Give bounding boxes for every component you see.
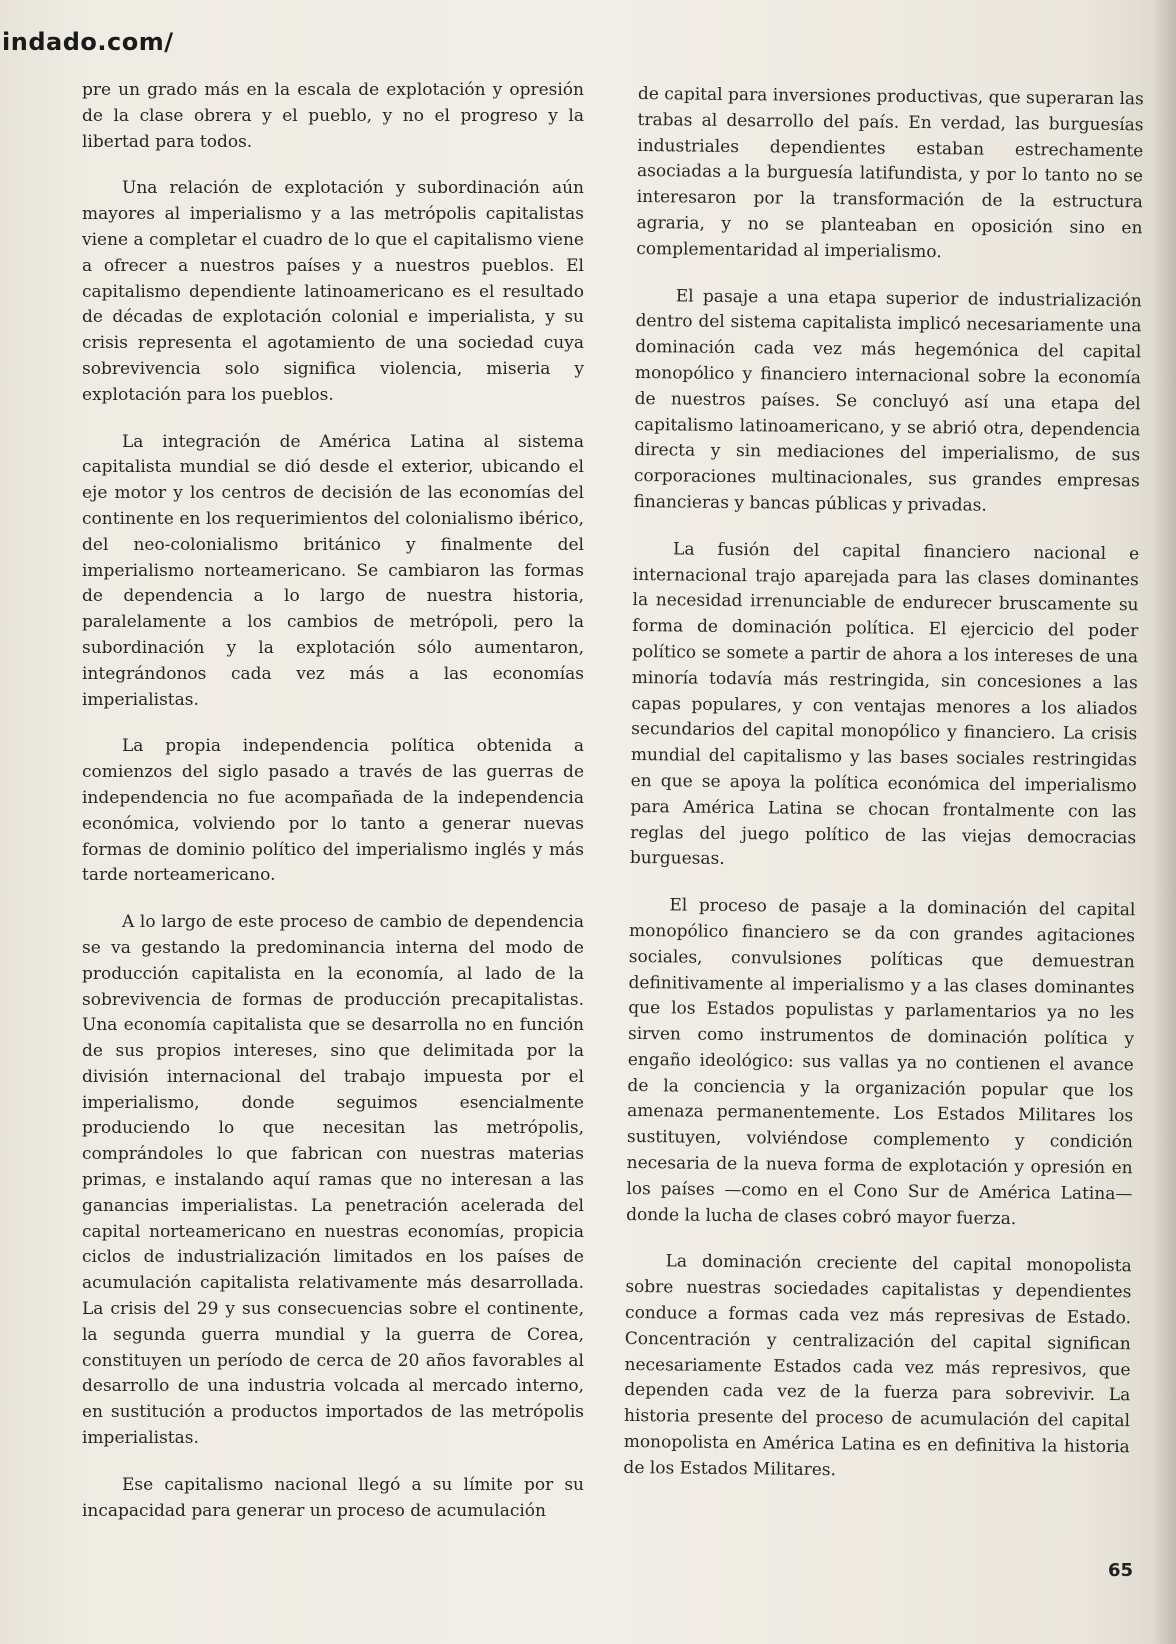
paragraph: de capital para inversiones productivas, que superaran las trabas al desarrollo del país. En verdad, las burguesías industriales dependientes estaban estrechamente asociadas a la burguesía latifundista, y por lo tanto no se interesaron por la transformación de la estructura agraria, y no se planteaban en oposición sino en complementaridad al imperialismo.	[636, 83, 1144, 262]
left-column	[82, 78, 584, 1545]
paragraph: El pasaje a una etapa superior de industrialización dentro del sistema capitalista implicó necesariamente una dominación cada vez más hegemónica del capital monopólico y financiero internacional sobre la economía de nuestros países. Se concluyó así una etapa del capitalismo latinoamericano, y se abrió otra, dependencia directa y sin mediaciones del imperialismo, de sus corporaciones multinacionales, sus grandes empresas financieras y bancas públicas y privadas.	[633, 285, 1142, 516]
paragraph: El proceso de pasaje a la dominación del capital monopólico financiero se da con grandes agitaciones sociales, convulsiones políticas que demuestran definitivamente al imperialismo y a las clases dominantes que los Estados populistas y parlamentarios ya no les sirven como instrumentos de dominación política y engaño ideológico: sus vallas ya no contienen el avance de la conciencia y la organización popular que los amenaza permanentemente. Los Estados Militares los sustituyen, volviéndose complemento y condición necesaria de la nueva forma de explotación y opresión en los países —como en el Cono Sur de América Latina— donde la lucha de clases cobró mayor fuerza.	[626, 895, 1136, 1229]
paragraph: La dominación creciente del capital monopolista sobre nuestras sociedades capitalistas y dependientes conduce a formas cada vez más represivas de Estado. Concentración y centralización del capital significan necesariamente Estados cada vez más represivos, que dependen cada vez de la fuerza para sobrevivir. La historia presente del proceso de acumulación del capital monopolista en América Latina es en definitiva la historia de los Estados Militares.	[623, 1251, 1132, 1480]
page-number: 65	[1108, 1560, 1134, 1581]
paragraph: La propia independencia política obtenida a comienzos del siglo pasado a través de las guerras de independencia no fue acompañada de la independencia económica, volviendo por lo tanto a generar nuevas formas de dominio político del imperialismo inglés y más tarde norteamericano.	[82, 736, 584, 886]
paragraph: Ese capitalismo nacional llegó a su límite por su incapacidad para generar un proceso de acumulación	[82, 1474, 584, 1521]
paragraph: Una relación de explotación y subordinación aún mayores al imperialismo y a las metrópolis capitalistas viene a completar el cuadro de lo que el capitalismo viene a ofrecer a nuestros países y a nuestros pueblos. El capitalismo dependiente latinoamericano es el resultado de décadas de explotación colonial e imperialista, y su crisis representa el agotamiento de una sociedad cuya sobrevivencia solo significa violencia, miseria y explotación para los pueblos.	[82, 178, 584, 405]
right-column	[623, 82, 1144, 1508]
paragraph: La fusión del capital financiero nacional e internacional trajo aparejada para las clases dominantes la necesidad irrenunciable de endurecer bruscamente su forma de dominación política. El ejercicio del poder político se somete a partir de ahora a los intereses de una minoría todavía más restringida, sin concesiones a las capas populares, y con ventajas menores a los aliados secundarios del capital monopólico y financiero. La crisis mundial del capitalismo y las bases sociales restringidas en que se apoya la política económica del imperialismo para América Latina se chocan frontalmente con las reglas del juego político de las viejas democracias burguesas.	[629, 539, 1140, 870]
paragraph: pre un grado más en la escala de explotación y opresión de la clase obrera y el pueblo, y no el progreso y la libertad para todos.	[82, 80, 584, 152]
paragraph: A lo largo de este proceso de cambio de dependencia se va gestando la predominancia interna del modo de producción capitalista en la economía, al lado de la sobrevivencia de formas de producción precapitalistas. Una economía capitalista que se desarrolla no en función de sus propios intereses, sino que delimitada por la división internacional del trabajo impuesta por el imperialismo, donde seguimos esencialmente produciendo lo que necesitan las metrópolis, comprándoles lo que fabrican con nuestras materias primas, e instalando aquí ramas que no interesan a las ganancias imperialistas. La penetración acelerada del capital norteamericano en nuestras economías, propicia ciclos de industrialización limitados en los países de acumulación capitalista relativamente más desarrollada. La crisis del 29 y sus consecuencias sobre el continente, la segunda guerra mundial y la guerra de Corea, constituyen un período de cerca de 20 años favorables al desarrollo de una industria volcada al mercado interno, en sustitución a productos importados de las metrópolis imperialistas.	[82, 912, 584, 1449]
paragraph: La integración de América Latina al sistema capitalista mundial se dió desde el exterior, ubicando el eje motor y los centros de decisión de las economías del continente en los requerimientos del colonialismo ibérico, del neo-colonialismo británico y finalmente del imperialismo norteamericano. Se cambiaron las formas de dependencia a lo largo de nuestra historia, paralelamente a los cambios de metrópoli, pero la subordinación y la explotación sólo aumentaron, integrándonos cada vez más a las economías imperialistas.	[82, 431, 584, 710]
watermark: indado.com/	[2, 28, 174, 56]
